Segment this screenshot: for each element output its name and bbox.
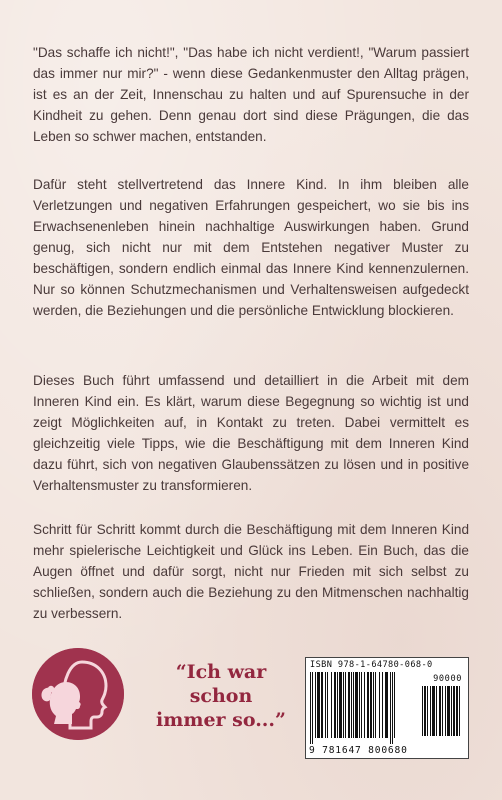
blurb-paragraph-2: Dafür steht stellvertretend das Innere Kind. In ihm bleiben alle Verletzungen und negativen Erfahrungen gespeichert, wo sie bis ins Erwachsenenleben hinein nachhaltige Auswirkungen haben. Grund genug, sich nicht nur mit dem Entstehen negativer Muster zu beschäftigen, sondern endlich einmal das Innere Kind kennenzulernen. Nur so können Schutzmechanismen und Verhaltensweisen aufgedeckt werden, die Beziehungen und die persönliche Entwicklung blockieren. — [33, 177, 469, 318]
price-barcode-bars — [422, 686, 462, 742]
price-code: 90000 — [433, 674, 462, 684]
tagline-quote — [146, 660, 296, 732]
isbn-barcode — [305, 657, 469, 759]
tagline-line-2: schon — [189, 685, 253, 707]
tagline-line-3: immer so...” — [156, 709, 286, 731]
woman-and-girl-profile-icon — [32, 648, 124, 740]
blurb-paragraph-3: Dieses Buch führt umfassend und detailliert in die Arbeit mit dem Inneren Kind ein. Es klärt, warum diese Begegnung so wichtig ist und zeigt Möglichkeiten auf, in Kontakt zu treten. Dabei vermittelt es gleichzeitig viele Tipps, wie die Beschäftigung mit dem Inneren Kind dazu führt, sich von negativen Glaubenssätzen zu lösen und in positive Verhaltensmuster zu transformieren. — [33, 373, 469, 493]
blurb-paragraph-1: "Das schaffe ich nicht!", "Das habe ich nicht verdient!, "Warum passiert das immer nur mir?" - wenn diese Gedankenmuster den Alltag prägen, ist es an der Zeit, Innenschau zu halten und auf Spurensuche in der Kindheit zu gehen. Denn genau dort sind diese Prägungen, die das Leben so schwer machen, entstanden. — [33, 45, 469, 144]
blurb-paragraph-4: Schritt für Schritt kommt durch die Beschäftigung mit dem Inneren Kind mehr spielerische Leichtigkeit und Glück ins Leben. Ein Buch, das die Augen öffnet und dafür sorgt, nicht nur Frieden mit sich selbst zu schließen, sondern auch die Beziehung zu den Mitmenschen nachhaltig zu verbessern. — [33, 522, 469, 621]
ean-digits: 9 781647 800680 — [309, 745, 408, 756]
ean-barcode-bars — [310, 672, 428, 744]
isbn-label: ISBN 978-1-64780-068-0 — [310, 660, 433, 670]
tagline-line-1: “Ich war — [175, 661, 267, 683]
